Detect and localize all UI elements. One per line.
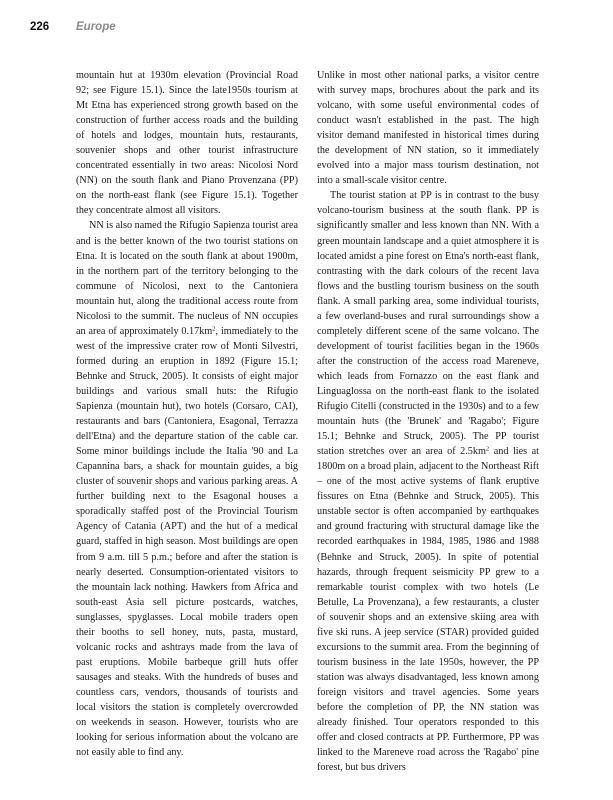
- superscript: 2: [212, 325, 216, 333]
- paragraph-nicolosi-nord: [76, 218, 298, 760]
- superscript: 2: [485, 445, 490, 453]
- paragraph-text: NN is also named the Rifugio Sapienza tourist area and is the better known of the two tourist stations on Etna. It is located on the south flank at about 1900m, in the northern part of the territory belonging to the commune of Nicolosi, next to the Cantoniera mountain hut, along the traditional access route from Nicolosi to the summit. The nucleus of NN occupies an area of approximately 0.17km: [76, 220, 298, 337]
- left-column: [76, 68, 298, 760]
- paragraph-hut-history: mountain hut at 1930m elevation (Provincial Road 92; see Figure 15.1). Since the late1950s tourism at Mt Etna has experienced strong growth based on the construction of further access roads and the building of hotels and lodges, mountain huts, restaurants, souvenier shops and other tourist infrastructure concentrated essentially in two areas: Nicolosi Nord (NN) on the south flank and Piano Provenzana (PP) on the north-east flank (see Figure 15.1). Together they concentrate almost all visitors.: [76, 70, 298, 217]
- page-number: 226: [30, 21, 50, 33]
- paragraph-text: , immediately to the west of the impressive crater row of Monti Silvestri, formed during an eruption in 1892 (Figure 15.1; Behnke and Struck, 2005). It consists of eight major buildings and various small huts: the Rifugio Sapienza (mountain hut), two hotels (Corsaro, CAI), restaurants and bars (Cantoniera, Esagonal, Terrazza dell'Etna) and the departure station of the cable car. Some minor buildings include the Italia '90 and La Capannina bars, a shack for mountain guides, a big cluster of souvenir shops and various parking areas. A further building next to the Esagonal houses a sporadically staffed post of the Provincial Tourism Agency of Catania (APT) and the hut of a medical guard, staffed in high season. Most buildings are open from 9 a.m. till 5 p.m.; before and after the station is nearly deserted. Consumption-orientated visitors to the mountain lack nothing. Hawkers from Africa and south-east Asia sell picture postcards, watches, sunglasses, spyglasses. Local mobile traders open their booths to sell honey, nuts, pasta, mustard, volcanic rocks and ashtrays made from the lava of past eruptions. Mobile barbeque grill huts offer sausages and steaks. With the hundreds of buses and countless cars, vendors, thousands of tourists and local visitors the station is completely overcrowded on weekends in season. However, tourists who are looking for serious information about the volcano are not easily able to find any.: [76, 325, 298, 759]
- running-section-title: Europe: [76, 21, 116, 33]
- paragraph-text: The tourist station at PP is in contrast to the busy volcano-tourism business at the south flank. PP is significantly smaller and less known than NN. With a green mountain landscape and a quiet atmosphere it is located amidst a pine forest on Etna's north-east flank, contrasting with the dark colours of the recent lava flows and the bustling tourism business on the south flank. A small parking area, some individual tourists, a few overland-buses and rural surroundings show a completely different scene of the same volcano. The development of tourist facilities began in the 1960s after the construction of the access road Mareneve, which leads from Fornazzo on the east flank and Linguaglossa on the north-east flank to the isolated Rifugio Citelli (constructed in the 1930s) and to a few mountain huts (the 'Brunek' and 'Ragabo'; Figure 15.1; Behnke and Struck, 2005). The PP tourist station stretches over an area of 2.5km: [317, 190, 539, 458]
- paragraph-visitor-centre: Unlike in most other national parks, a visitor centre with survey maps, brochures about the park and its volcano, with some useful environmental codes of conduct wasn't established in the past. The high visitor demand manifested in historical times during the development of NN station, so it immediately evolved into a major mass tourism destination, not into a small-scale visitor centre.: [317, 70, 539, 187]
- paragraph-piano-provenzana: [317, 188, 539, 775]
- right-column: [317, 68, 539, 775]
- running-head: [0, 0, 613, 40]
- paragraph-text: and lies at 1800m on a broad plain, adjacent to the Northeast Rift – one of the most active systems of flank eruptive fissures on Etna (Behnke and Struck, 2005). This unstable sector is often accompanied by earthquakes and ground fracturing with structural damage like the recorded earthquakes in 1984, 1985, 1986 and 1988 (Behnke and Struck, 2005). In spite of potential hazards, through frequent seismicity PP grew to a remarkable tourist complex with two hotels (Le Betulle, La Provenzana), a few restaurants, a cluster of souvenir shops and an extensive skiing area with five ski runs. A jeep service (STAR) provided guided excursions to the summit area. From the beginning of tourism business in the late 1950s, however, the PP station was always disadvantaged, less known among foreign visitors and travel agencies. Some years before the completion of PP, the NN station was already finished. Tour operators responded to this offer and closed contracts at PP. Furthermore, PP was linked to the Mareneve road across the 'Ragabo' pine forest, but bus drivers: [317, 446, 539, 774]
